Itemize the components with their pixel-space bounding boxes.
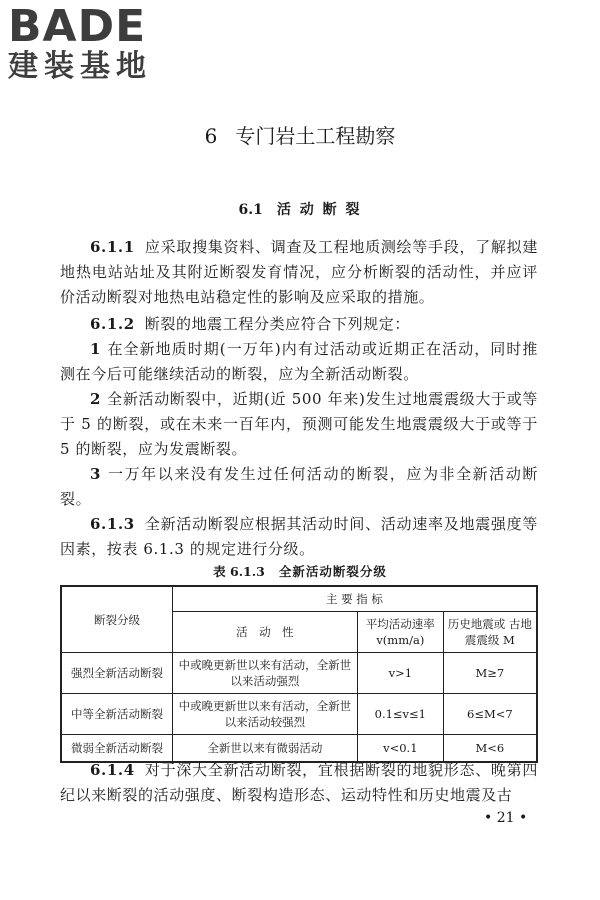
header-rate: 平均活动速率 v(mm/a) [357, 612, 443, 653]
clause-6-1-2 [60, 312, 538, 337]
section-title: 活 动 断 裂 [276, 202, 362, 218]
table-caption-title: 全新活动断裂分级 [278, 564, 387, 579]
bade-logo [8, 1, 178, 92]
table-row [61, 653, 537, 694]
cell-rate: v<0.1 [357, 735, 443, 763]
logo-subtitle: 建装基地 [8, 49, 152, 84]
table-row [61, 694, 537, 735]
cell-quake: M≥7 [443, 653, 537, 694]
cell-rate: v>1 [357, 653, 443, 694]
clause-item-2 [60, 387, 538, 462]
item-text: 全新活动断裂中，近期(近 500 年来)发生过地震震级大于或等于 5 的断裂，或在未来一百年内，预测可能发生地震震级大于或等于 5 的断裂，应为发震断裂。 [60, 390, 538, 458]
cell-quake: M<6 [443, 735, 537, 763]
section-heading [0, 199, 600, 221]
clause-6-1-4 [60, 758, 538, 808]
chapter-heading [0, 122, 600, 150]
clause-text: 断裂的地震工程分类应符合下列规定： [144, 315, 410, 333]
item-number: 2 [90, 390, 102, 408]
cell-quake: 6≤M<7 [443, 694, 537, 735]
cell-activity: 中或晚更新世以来有活动，全新世以来活动强烈 [172, 653, 357, 694]
page-number: • 21 • [484, 810, 528, 826]
clause-number: 6.1.4 [90, 761, 135, 779]
clause-number: 6.1.1 [90, 238, 135, 256]
cell-activity: 中或晚更新世以来有活动，全新世以来活动较强烈 [172, 694, 357, 735]
clause-item-1 [60, 337, 538, 387]
section-number: 6.1 [238, 202, 263, 218]
item-text: 一万年以来没有发生过任何活动的断裂，应为非全新活动断裂。 [60, 465, 538, 508]
item-number: 3 [90, 465, 102, 483]
header-grade: 断裂分级 [61, 586, 172, 653]
clause-6-1-1 [60, 235, 538, 310]
table-caption [0, 562, 600, 582]
chapter-title: 专门岩土工程勘察 [235, 124, 396, 148]
clause-number: 6.1.2 [90, 315, 135, 333]
header-main: 主 要 指 标 [172, 586, 537, 612]
clause-text: 应采取搜集资料、调查及工程地质测绘等手段，了解拟建地热电站站址及其附近断裂发育情况，应分析断裂的活动性，并应评价活动断裂对地热电站稳定性的影响及应采取的措施。 [60, 238, 538, 306]
item-text: 在全新地质时期(一万年)内有过活动或近期正在活动，同时推测在今后可能继续活动的断裂，应为全新活动断裂。 [60, 340, 538, 383]
item-number: 1 [90, 340, 102, 358]
table-caption-number: 表 6.1.3 [213, 564, 265, 579]
logo-wordmark: BADE [8, 1, 147, 52]
cell-grade: 中等全新活动断裂 [61, 694, 172, 735]
cell-grade: 微弱全新活动断裂 [61, 735, 172, 763]
cell-grade: 强烈全新活动断裂 [61, 653, 172, 694]
clause-text: 全新活动断裂应根据其活动时间、活动速率及地震强度等因素，按表 6.1.3 的规定进行分级。 [60, 515, 538, 558]
chapter-number: 6 [204, 124, 218, 148]
clause-text: 对于深大全新活动断裂，宜根据断裂的地貌形态、晚第四纪以来断裂的活动强度、断裂构造形态、运动特性和历史地震及古 [60, 761, 538, 804]
clause-item-3 [60, 462, 538, 512]
cell-rate: 0.1≤v≤1 [357, 694, 443, 735]
clause-number: 6.1.3 [90, 515, 135, 533]
clause-6-1-3 [60, 512, 538, 562]
header-quake: 历史地震或 古地震震级 M [443, 612, 537, 653]
fault-grading-table [60, 585, 538, 763]
cell-activity: 全新世以来有微弱活动 [172, 735, 357, 763]
header-activity: 活 动 性 [172, 612, 357, 653]
table-header-row [61, 586, 537, 612]
